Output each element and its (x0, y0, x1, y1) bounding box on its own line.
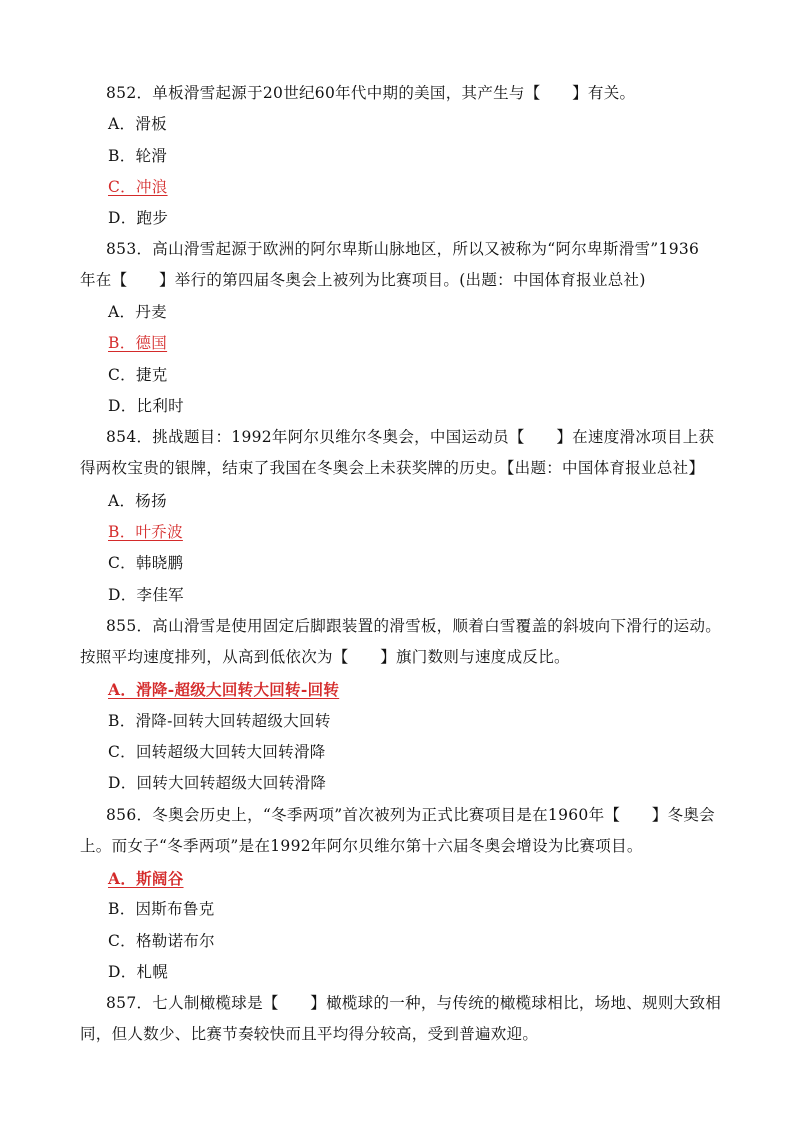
option-852-a: A．滑板 (108, 115, 167, 133)
question-text-continued: 年在【 】举行的第四届冬奥会上被列为比赛项目。(出题：中国体育报业总社) (80, 271, 646, 289)
question-856 (80, 800, 756, 862)
option-856-d: D．札幌 (108, 963, 169, 981)
question-857 (80, 988, 756, 1050)
option-855-a-correct: A．滑降-超级大回转大回转-回转 (108, 680, 340, 699)
question-853 (80, 234, 756, 296)
option-852-b: B．轮滑 (108, 147, 168, 165)
question-text: 853．高山滑雪起源于欧洲的阿尔卑斯山脉地区，所以又被称为“阿尔卑斯滑雪”1936 (106, 240, 700, 258)
question-text: 854．挑战题目：1992年阿尔贝维尔冬奥会，中国运动员【 】在速度滑冰项目上获 (106, 428, 715, 446)
option-853-b-correct: B．德国 (108, 334, 168, 352)
option-856-b: B．因斯布鲁克 (108, 900, 215, 918)
option-852-d: D．跑步 (108, 209, 169, 227)
question-855 (80, 611, 756, 673)
question-text: 857．七人制橄榄球是【 】橄榄球的一种，与传统的橄榄球相比，场地、规则大致相 (106, 994, 722, 1012)
option-854-d: D．李佳军 (108, 586, 184, 604)
question-text-continued: 按照平均速度排列，从高到低依次为【 】旗门数则与速度成反比。 (80, 648, 570, 666)
question-text: 855．高山滑雪是使用固定后脚跟装置的滑雪板，顺着白雪覆盖的斜坡向下滑行的运动。 (106, 617, 722, 635)
question-text-continued: 得两枚宝贵的银牌，结束了我国在冬奥会上未获奖牌的历史。【出题：中国体育报业总社】 (80, 459, 705, 477)
question-852 (106, 78, 756, 109)
option-853-c: C．捷克 (108, 366, 168, 384)
option-856-c: C．格勒诺布尔 (108, 932, 215, 950)
question-text-continued: 同，但人数少、比赛节奏较快而且平均得分较高，受到普遍欢迎。 (80, 1025, 539, 1043)
question-text: 856．冬奥会历史上，“冬季两项”首次被列为正式比赛项目是在1960年【 】冬奥会 (106, 806, 715, 824)
option-852-c-correct: C．冲浪 (108, 178, 168, 196)
option-855-d: D．回转大回转超级大回转滑降 (108, 774, 327, 792)
question-854 (80, 422, 756, 484)
question-text: 852．单板滑雪起源于20世纪60年代中期的美国，其产生与【 】有关。 (106, 84, 636, 102)
option-856-a-correct: A．斯阔谷 (108, 869, 184, 888)
option-854-a: A．杨扬 (108, 492, 167, 510)
option-855-c: C．回转超级大回转大回转滑降 (108, 743, 326, 761)
option-853-d: D．比利时 (108, 397, 184, 415)
option-854-c: C．韩晓鹏 (108, 554, 184, 572)
option-854-b-correct: B．叶乔波 (108, 523, 183, 541)
option-855-b: B．滑降-回转大回转超级大回转 (108, 712, 331, 730)
question-text-continued: 上。而女子“冬季两项”是在1992年阿尔贝维尔第十六届冬奥会增设为比赛项目。 (80, 837, 643, 855)
option-853-a: A．丹麦 (108, 303, 167, 321)
